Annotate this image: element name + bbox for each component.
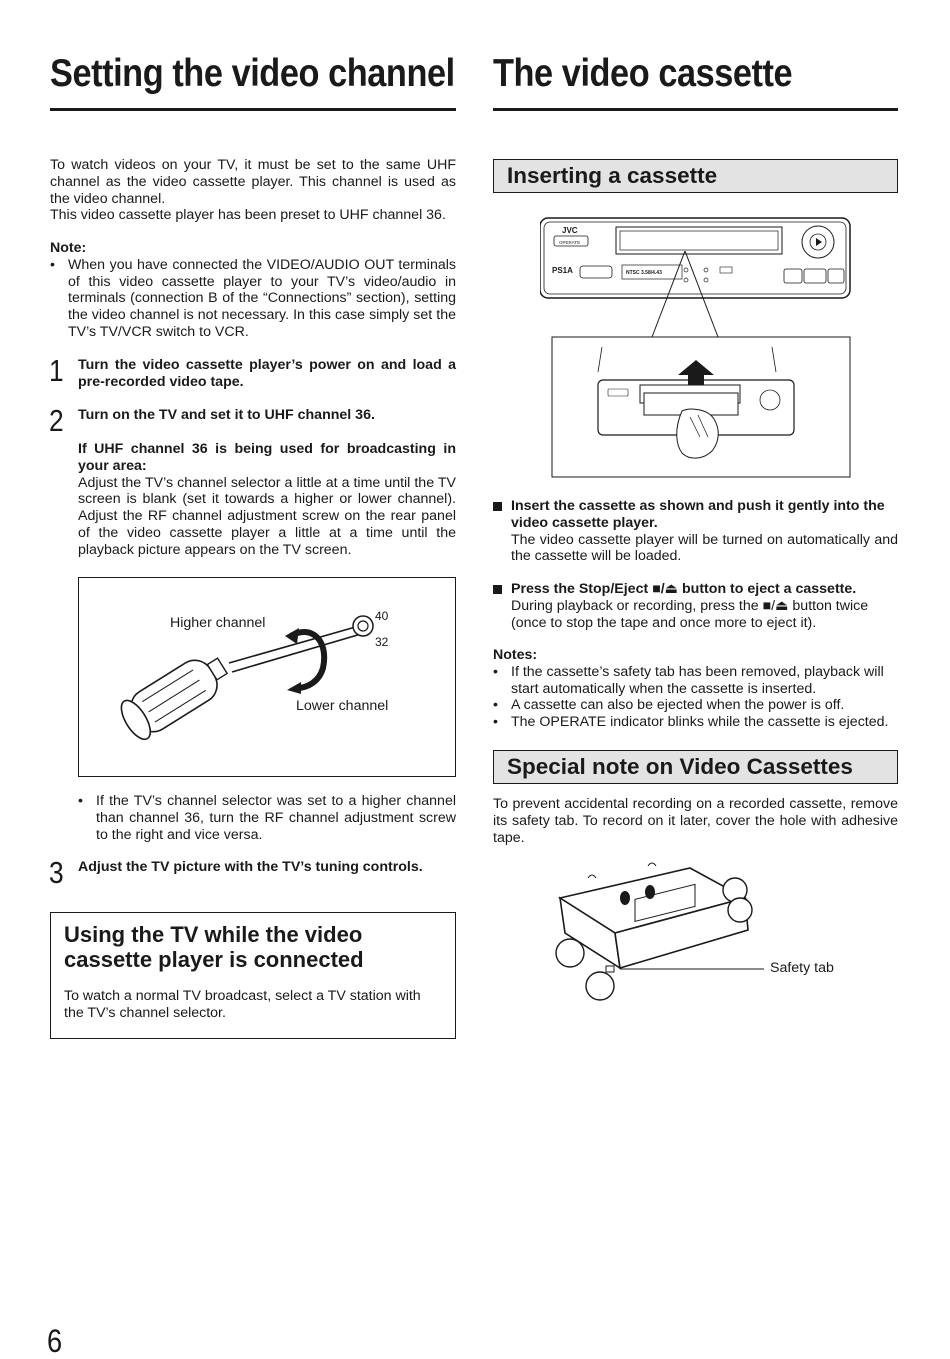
bullet-dot: • <box>493 697 498 714</box>
insert-instruction <box>493 498 898 565</box>
intro-paragraph: To watch videos on your TV, it must be set to the same UHF channel as the video cassette player. This channel is used as the video channel. <box>50 157 456 207</box>
note-item: If the cassette’s safety tab has been removed, playback will start automatically when the cassette is inserted. <box>511 663 884 697</box>
step-1-text: Turn the video cassette player’s power on and load a pre-recorded video tape. <box>78 357 456 390</box>
note-item: A cassette can also be ejected when the power is off. <box>511 697 845 714</box>
lower-channel-label: Lower channel <box>296 698 389 714</box>
vcr-system-label: NTSC 3.58/4.43 <box>626 270 662 276</box>
step-2-number: 2 <box>49 403 64 438</box>
note-block <box>50 240 456 341</box>
left-page-title: Setting the video channel <box>50 52 455 95</box>
eject-instruction <box>493 581 898 631</box>
vcr-illustration <box>540 215 860 480</box>
step-3-text: Adjust the TV picture with the TV’s tuning controls. <box>78 859 423 875</box>
special-note-text: To prevent accidental recording on a recorded cassette, remove its safety tab. To record on it later, cover the hole with adhesive tape. <box>493 796 898 846</box>
inserting-cassette-heading: Inserting a cassette <box>493 159 898 193</box>
figure-bullet-text: If the TV’s channel selector was set to a higher channel than channel 36, turn the RF channel adjustment screw to the right and vice versa. <box>96 793 456 843</box>
dial-32-label: 32 <box>375 635 389 649</box>
bullet-dot: • <box>50 256 55 273</box>
intro-preset-line: This video cassette player has been preset to UHF channel 36. <box>50 207 446 224</box>
special-note-heading: Special note on Video Cassettes <box>493 750 898 784</box>
eject-instruction-text: During playback or recording, press the ■/⏏ button twice (once to stop the tape and once more to eject it). <box>511 597 869 631</box>
page-number: 6 <box>47 1323 63 1359</box>
square-bullet-icon <box>493 498 507 565</box>
insert-instruction-text: The video cassette player will be turned on automatically and the cassette will be loaded. <box>511 531 898 565</box>
step-2-sub-text: Adjust the TV’s channel selector a little at a time until the TV screen is blank (set it towards a higher or lower channel). Adjust the RF channel adjustment screw on the rear panel of the video cassette player a little at a time until the playback picture appears on the TV screen. <box>78 474 456 558</box>
eject-instruction-bold: Press the Stop/Eject ■/⏏ button to eject a cassette. <box>511 581 857 597</box>
cassette-illustration <box>540 858 770 1018</box>
intro-block <box>50 157 456 224</box>
step-3-number: 3 <box>49 855 64 890</box>
tv-usage-box <box>50 912 456 1039</box>
note-heading: Note: <box>50 240 87 256</box>
vcr-brand: JVC <box>562 226 578 235</box>
dial-40-label: 40 <box>375 609 389 623</box>
notes-block <box>493 647 898 731</box>
right-page-title: The video cassette <box>493 52 793 95</box>
safety-tab-label: Safety tab <box>770 960 834 976</box>
step-2-detail <box>78 441 456 559</box>
insert-instruction-bold: Insert the cassette as shown and push it gently into the video cassette player. <box>511 498 885 531</box>
tv-box-text: To watch a normal TV broadcast, select a TV station with the TV’s channel selector. <box>64 988 421 1021</box>
vcr-operate-label: OPERATE <box>559 240 581 245</box>
tv-box-heading: Using the TV while the video cassette player is connected <box>64 922 364 972</box>
step-1-number: 1 <box>49 353 64 388</box>
step-2-text: Turn on the TV and set it to UHF channel 36. <box>78 407 375 423</box>
bullet-dot: • <box>493 663 498 680</box>
left-title-rule <box>50 108 456 111</box>
bullet-dot: • <box>493 714 498 731</box>
vcr-model: PS1A <box>552 266 573 275</box>
note-item: The OPERATE indicator blinks while the cassette is ejected. <box>511 714 889 731</box>
higher-channel-label: Higher channel <box>170 615 266 631</box>
note-bullet-text: When you have connected the VIDEO/AUDIO OUT terminals of this video cassette player to your TV’s video/audio in terminals (connection B of the “Connections” section), setting the video channel is not necessary. In this case simply set the TV’s TV/VCR switch to VCR. <box>68 256 456 340</box>
screwdriver-illustration <box>79 578 455 776</box>
square-bullet-icon <box>493 581 507 631</box>
bullet-dot: • <box>78 793 83 809</box>
notes-heading: Notes: <box>493 647 538 663</box>
screwdriver-figure <box>78 577 456 777</box>
right-title-rule <box>493 108 898 111</box>
figure-bullet <box>78 793 456 843</box>
step-2-sub-heading: If UHF channel 36 is being used for broadcasting in your area: <box>78 441 456 474</box>
